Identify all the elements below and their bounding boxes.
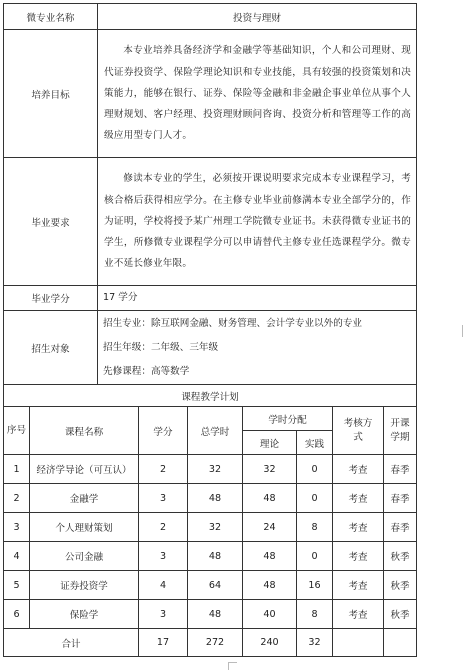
header-practice: 实践	[297, 431, 333, 455]
cell-total-hours: 32	[188, 513, 243, 542]
cell-term: 春季	[384, 484, 417, 513]
header-credit: 学分	[139, 407, 188, 455]
cell-credit: 3	[139, 600, 188, 629]
cell-practice: 0	[297, 542, 333, 571]
cell-theory: 48	[243, 571, 297, 600]
header-seq: 序号	[4, 407, 30, 455]
cell-course-name: 个人理财策划	[30, 513, 139, 542]
margin-marker-right	[462, 325, 467, 337]
total-label: 合计	[4, 629, 139, 657]
cell-theory: 32	[243, 455, 297, 484]
cell-course-name: 保险学	[30, 600, 139, 629]
cell-total-hours: 48	[188, 600, 243, 629]
cell-exam-method: 考查	[333, 484, 384, 513]
cell-course-name: 经济学导论（可互认）	[30, 455, 139, 484]
cell-credit: 3	[139, 542, 188, 571]
value-graduation-credits: 17 学分	[98, 286, 417, 311]
total-theory: 240	[243, 629, 297, 657]
label-training-objective: 培养目标	[4, 30, 98, 158]
cell-credit: 3	[139, 484, 188, 513]
cell-exam-method: 考查	[333, 571, 384, 600]
total-exam-empty	[333, 629, 384, 657]
header-theory: 理论	[243, 431, 297, 455]
table-row	[4, 455, 417, 484]
cell-course-name: 公司金融	[30, 542, 139, 571]
cell-theory: 48	[243, 542, 297, 571]
cell-practice: 16	[297, 571, 333, 600]
cell-practice: 0	[297, 484, 333, 513]
enrollment-majors: 招生专业：除互联网金融、财务管理、会计学专业以外的专业	[103, 317, 363, 329]
cell-exam-method: 考查	[333, 600, 384, 629]
label-graduation-requirements: 毕业要求	[4, 158, 98, 286]
cell-term: 秋季	[384, 600, 417, 629]
value-enrollment-target	[98, 311, 417, 385]
cell-exam-method: 考查	[333, 542, 384, 571]
cell-total-hours: 32	[188, 455, 243, 484]
table-row	[4, 513, 417, 542]
cell-term: 春季	[384, 455, 417, 484]
cell-practice: 8	[297, 600, 333, 629]
cell-seq: 2	[4, 484, 30, 513]
cell-seq: 3	[4, 513, 30, 542]
cell-credit: 2	[139, 455, 188, 484]
header-course-name: 课程名称	[30, 407, 139, 455]
cell-theory: 24	[243, 513, 297, 542]
label-major-name: 微专业名称	[4, 4, 98, 30]
cell-total-hours: 64	[188, 571, 243, 600]
label-enrollment-target: 招生对象	[4, 311, 98, 385]
enrollment-grades: 招生年级：二年级、三年级	[103, 341, 219, 353]
cell-credit: 4	[139, 571, 188, 600]
cell-theory: 48	[243, 484, 297, 513]
total-hours: 272	[188, 629, 243, 657]
total-credit: 17	[139, 629, 188, 657]
cell-course-name: 金融学	[30, 484, 139, 513]
cell-seq: 6	[4, 600, 30, 629]
cell-total-hours: 48	[188, 484, 243, 513]
cell-term: 春季	[384, 513, 417, 542]
cell-term: 秋季	[384, 542, 417, 571]
total-practice: 32	[297, 629, 333, 657]
cell-credit: 2	[139, 513, 188, 542]
cell-seq: 5	[4, 571, 30, 600]
total-term-empty	[384, 629, 417, 657]
cell-practice: 8	[297, 513, 333, 542]
header-total-hours: 总学时	[188, 407, 243, 455]
cell-practice: 0	[297, 455, 333, 484]
header-hour-distribution: 学时分配	[243, 407, 333, 431]
table-row	[4, 571, 417, 600]
table-row	[4, 484, 417, 513]
header-term: 开课学期	[384, 407, 417, 455]
table-row	[4, 542, 417, 571]
cell-exam-method: 考查	[333, 455, 384, 484]
cell-total-hours: 48	[188, 542, 243, 571]
plan-title: 课程教学计划	[4, 385, 417, 407]
value-major-name: 投资与理财	[98, 4, 417, 30]
cell-course-name: 证券投资学	[30, 571, 139, 600]
value-training-objective: 本专业培养具备经济学和金融学等基础知识，个人和公司理财、现代证券投资学、保险学理论知识和专业技能，具有较强的投资策划和决策能力，能够在银行、证券、保险等金融和非金融企事业单位从事个人理财规划、客户经理、投资理财顾问咨询、投资分析和管理等工作的高级应用型专门人才。	[98, 30, 417, 158]
table-row	[4, 600, 417, 629]
cell-exam-method: 考查	[333, 513, 384, 542]
cell-seq: 1	[4, 455, 30, 484]
enrollment-prerequisites: 先修课程：高等数学	[103, 365, 190, 377]
cell-theory: 40	[243, 600, 297, 629]
value-graduation-requirements: 修读本专业的学生，必须按开课说明要求完成本专业课程学习，考核合格后获得相应学分。在主修专业毕业前修满本专业全部学分的，作为证明，学校将授予某广州理工学院微专业证书。未获得微专业证书的学生，所修微专业课程学分可以申请替代主修专业任选课程学分。微专业不延长修业年限。	[98, 158, 417, 286]
cell-seq: 4	[4, 542, 30, 571]
course-info-table	[3, 3, 417, 657]
label-graduation-credits: 毕业学分	[4, 286, 98, 311]
total-row	[4, 629, 417, 657]
cell-term: 秋季	[384, 571, 417, 600]
header-exam-method: 考核方式	[333, 407, 384, 455]
